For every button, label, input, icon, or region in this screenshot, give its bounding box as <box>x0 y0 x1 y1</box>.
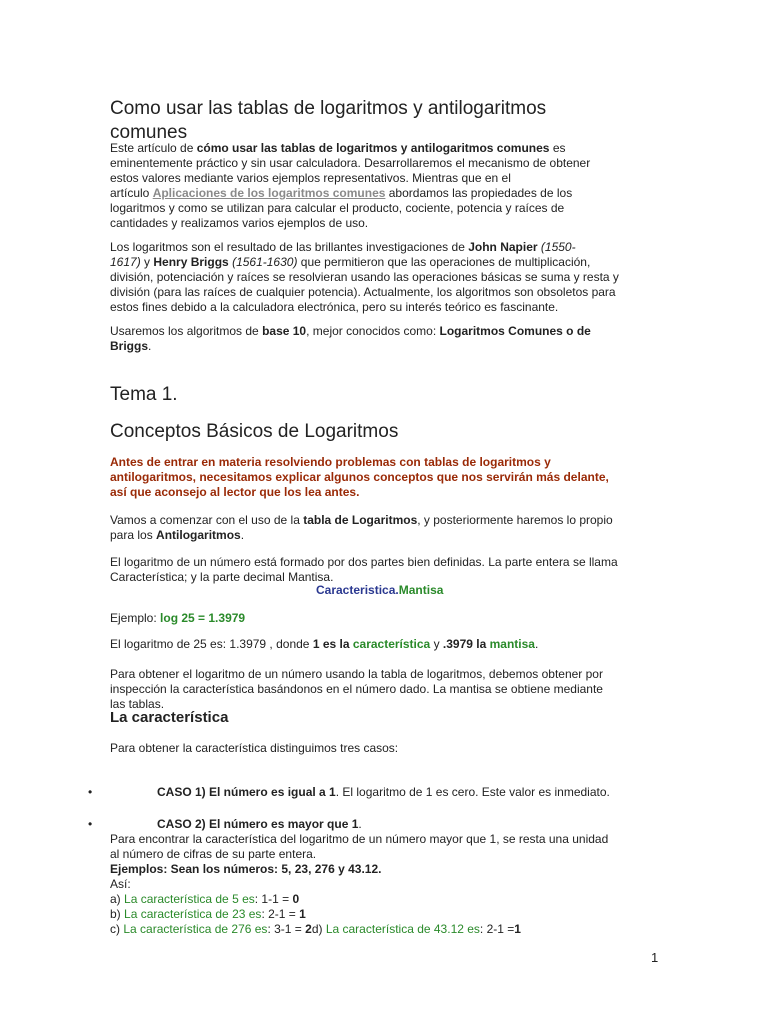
bold-text: Briggs <box>110 339 149 353</box>
result: 2 <box>305 922 312 936</box>
text: . <box>395 583 399 597</box>
ejemplo-line <box>110 611 245 626</box>
example-c-d <box>110 922 670 937</box>
bold-text: 1 es la <box>312 637 353 651</box>
text: y <box>430 637 443 651</box>
text-line: estos valores mediante varios ejemplos representativos. Mientras que en el <box>110 171 511 185</box>
text: : 2-1 = <box>261 907 300 921</box>
bold-text: Antilogaritmos <box>156 528 241 542</box>
result: 1 <box>299 907 306 921</box>
bold-text: Logaritmos Comunes o de <box>439 324 591 338</box>
text-line: al número de cifras de su parte entera. <box>110 847 317 861</box>
mantisa-label: Mantisa <box>398 583 444 597</box>
bold-text: Henry Briggs <box>153 255 229 269</box>
caracteristica-term: característica <box>352 637 431 651</box>
text: artículo <box>110 186 153 200</box>
green-text: La característica de 43.12 es <box>325 922 480 936</box>
mantisa-term: mantisa <box>489 637 535 651</box>
bold-text: base 10 <box>262 324 307 338</box>
text: que permitieron que las operaciones de multiplicación, <box>297 255 591 269</box>
page-number: 1 <box>651 950 659 965</box>
text: . <box>240 528 245 542</box>
text: El logaritmo de 25 es: 1.3979 , donde <box>110 637 313 651</box>
text-line: inspección la característica basándonos en el número dado. La mantisa se obtiene mediante <box>110 682 603 696</box>
text: : 1-1 = <box>254 892 293 906</box>
ejemplo-label: Ejemplo: <box>110 611 161 625</box>
text-line: división (para las raíces de cualquier potencia). Actualmente, los algoritmos son obsoletos para <box>110 285 616 299</box>
caracteristica-mantisa-label <box>316 583 443 598</box>
text: Vamos a comenzar con el uso de la <box>110 513 304 527</box>
text-line: Para obtener el logaritmo de un número usando la tabla de logaritmos, debemos obtener por <box>110 667 603 681</box>
casos-intro: Para obtener la característica distinguimos tres casos: <box>110 741 399 755</box>
warning-line: antilogaritmos, necesitamos explicar algunos conceptos que nos servirán más delante, <box>110 470 609 484</box>
base-paragraph <box>110 324 670 354</box>
green-text: La característica de 276 es <box>123 922 268 936</box>
text: b) <box>110 907 125 921</box>
green-text: La característica de 23 es <box>124 907 262 921</box>
green-text: La característica de 5 es <box>124 892 255 906</box>
text-line: estos fines debido a la calculadora electrónica, pero su interés teórico es fascinante. <box>110 300 559 314</box>
italic-text: (1561-1630) <box>228 255 298 269</box>
link-aplicaciones-logaritmos[interactable]: Aplicaciones de los logaritmos comunes <box>152 186 386 200</box>
title-line-1: Como usar las tablas de logaritmos y antilogaritmos <box>110 98 547 119</box>
text: a) <box>110 892 125 906</box>
italic-text: 1617) <box>110 255 141 269</box>
caso1-line <box>157 785 610 800</box>
heading-conceptos: Conceptos Básicos de Logaritmos <box>110 421 399 442</box>
example-b <box>110 907 670 922</box>
caso2-title-line <box>157 817 362 832</box>
text: es <box>549 141 566 155</box>
vamos-paragraph <box>110 513 670 543</box>
italic-text: (1550- <box>537 240 576 254</box>
ejemplo-value: log 25 = 1.3979 <box>160 611 246 625</box>
log25-line <box>110 637 538 652</box>
text-line: El logaritmo de un número está formado por dos partes bien definidas. La parte entera se llama <box>110 555 618 569</box>
text-line: división, potenciación y raíces se resolvieran usando las operaciones básicas se suma y resta y <box>110 270 619 284</box>
text: c) <box>110 922 124 936</box>
text: : 3-1 = <box>267 922 306 936</box>
text: para los <box>110 528 157 542</box>
text: y <box>140 255 154 269</box>
text: Los logaritmos son el resultado de las brillantes investigaciones de <box>110 240 469 254</box>
ejemplos-line: Ejemplos: Sean los números: 5, 23, 276 y 43.12. <box>110 862 382 876</box>
text: . El logaritmo de 1 es cero. Este valor es inmediato. <box>335 785 610 799</box>
text: abordamos las propiedades de los <box>385 186 573 200</box>
heading-la-caracteristica: La característica <box>110 709 229 726</box>
text-line: Para encontrar la característica del logaritmo de un número mayor que 1, se resta una unidad <box>110 832 609 846</box>
result: 0 <box>292 892 300 906</box>
warning-line: así que aconsejo al lector que los lea antes. <box>110 485 360 499</box>
text: d) <box>311 922 326 936</box>
obtener-paragraph <box>110 667 670 712</box>
result: 1 <box>514 922 521 936</box>
text-line: Característica; y la parte decimal Mantisa. <box>110 570 334 584</box>
text-line: eminentemente práctico y sin usar calculadora. Desarrollaremos el mecanismo de obtener <box>110 156 591 170</box>
definition-paragraph <box>110 555 670 585</box>
text: Usaremos los algoritmos de <box>110 324 263 338</box>
text: . <box>534 637 539 651</box>
caracteristica-label: Caracteristica <box>316 583 396 597</box>
warning-line: Antes de entrar en materia resolviendo problemas con tablas de logaritmos y <box>110 455 551 469</box>
bold-text: cómo usar las tablas de logaritmos y antilogaritmos comunes <box>196 141 550 155</box>
caso2-title: CASO 2) El número es mayor que 1 <box>157 817 359 831</box>
warning-paragraph <box>110 455 670 500</box>
title-line-2: comunes <box>110 122 188 143</box>
example-a <box>110 892 670 907</box>
bold-text: .3979 la <box>442 637 490 651</box>
caso1-title: CASO 1) El número es igual a 1 <box>157 785 336 799</box>
bullet-2: • <box>88 817 93 831</box>
text: , mejor conocidos como: <box>306 324 440 338</box>
bullet-1: • <box>88 785 93 799</box>
bold-text: John Napier <box>468 240 538 254</box>
intro-paragraph <box>110 141 670 231</box>
heading-tema: Tema 1. <box>110 384 178 405</box>
text: : 2-1 = <box>479 922 515 936</box>
text-line: Así: <box>110 877 131 891</box>
bold-text: tabla de Logaritmos <box>303 513 418 527</box>
text-line: cantidades y realizamos varios ejemplos de uso. <box>110 216 369 230</box>
text: , y posteriormente haremos lo propio <box>417 513 613 527</box>
text-line: las tablas. <box>110 697 165 711</box>
history-paragraph <box>110 240 670 315</box>
text: Este artículo de <box>110 141 197 155</box>
text: . <box>148 339 152 353</box>
text-line: logaritmos y como se utilizan para calcular el producto, cociente, potencia y raíces de <box>110 201 565 215</box>
text: . <box>358 817 362 831</box>
caso2-body <box>110 832 670 937</box>
page-title <box>110 97 546 145</box>
